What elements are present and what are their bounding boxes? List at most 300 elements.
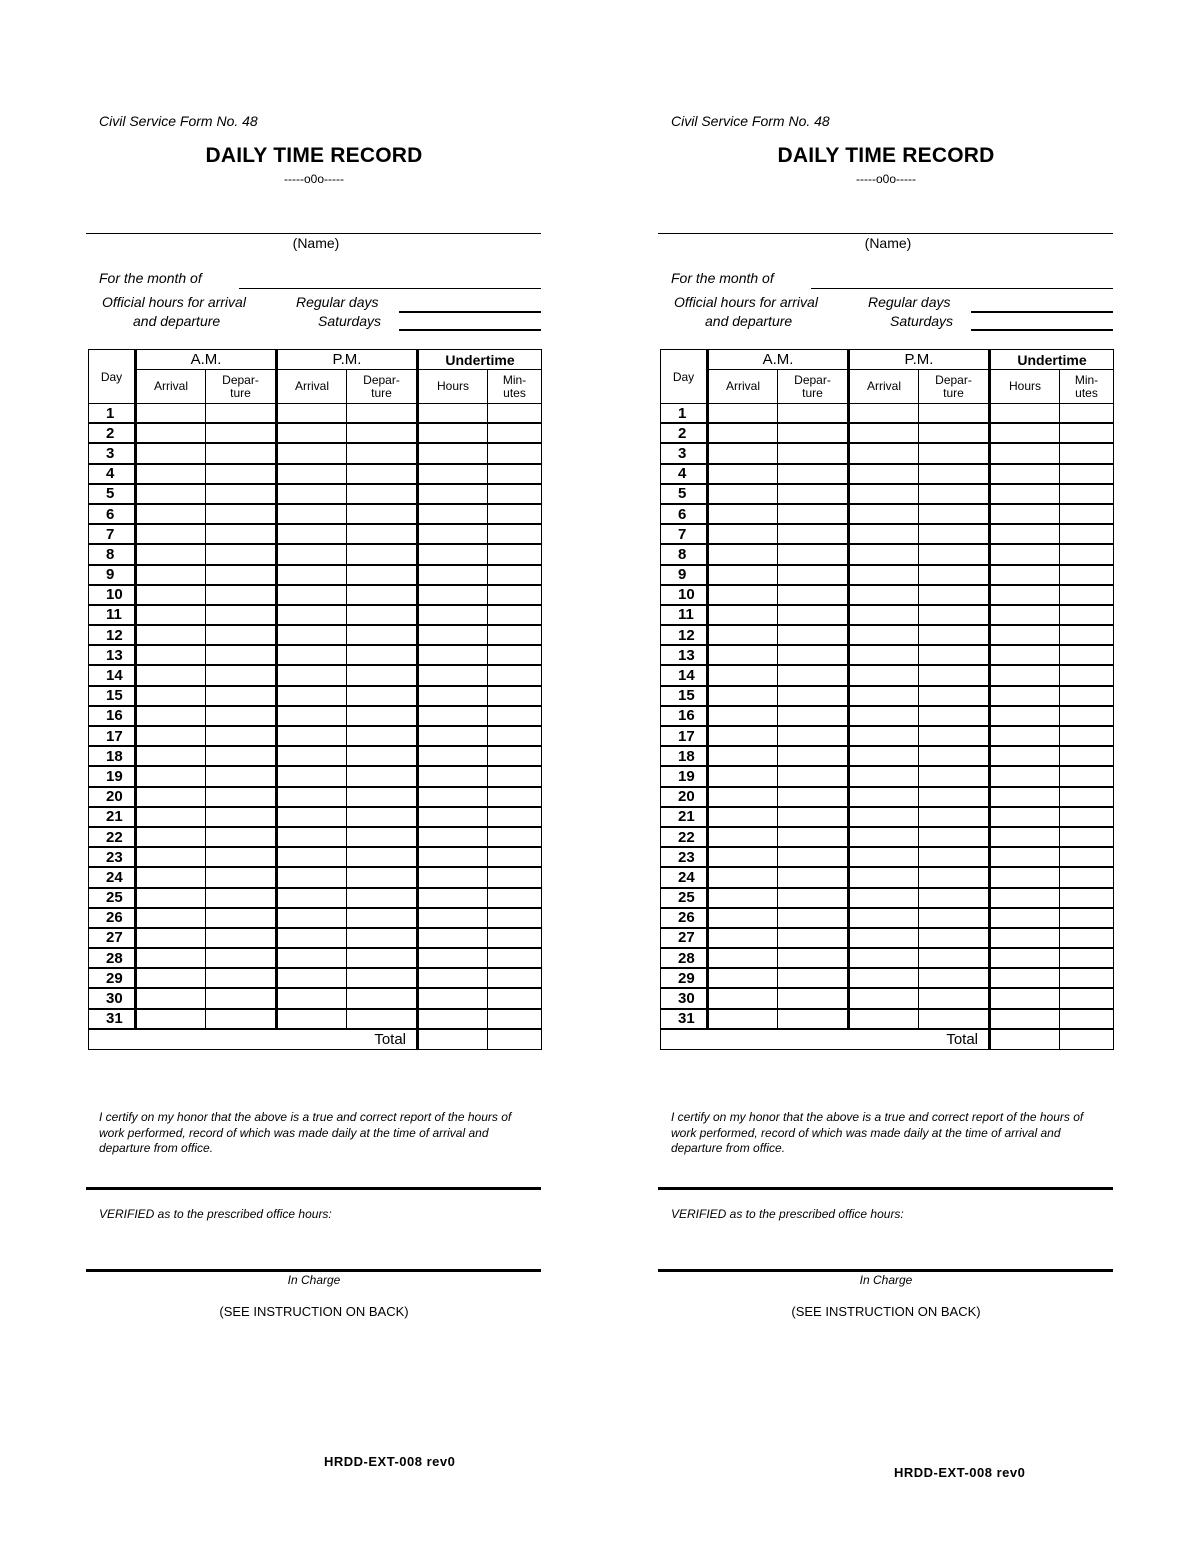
undertime-hours-cell[interactable] (418, 928, 488, 948)
pm-departure-cell[interactable] (919, 988, 990, 1008)
pm-departure-cell[interactable] (347, 605, 418, 625)
undertime-hours-cell[interactable] (418, 484, 488, 504)
am-departure-cell[interactable] (778, 807, 849, 827)
am-arrival-cell[interactable] (708, 706, 778, 726)
pm-departure-cell[interactable] (347, 928, 418, 948)
undertime-hours-cell[interactable] (990, 726, 1060, 746)
pm-departure-cell[interactable] (347, 524, 418, 544)
undertime-minutes-cell[interactable] (1060, 686, 1114, 706)
undertime-hours-cell[interactable] (990, 605, 1060, 625)
undertime-hours-cell[interactable] (418, 585, 488, 605)
undertime-minutes-cell[interactable] (488, 504, 542, 524)
undertime-hours-cell[interactable] (990, 968, 1060, 988)
am-departure-cell[interactable] (206, 968, 277, 988)
undertime-hours-cell[interactable] (990, 746, 1060, 766)
undertime-hours-cell[interactable] (990, 423, 1060, 443)
pm-departure-cell[interactable] (347, 423, 418, 443)
undertime-hours-cell[interactable] (990, 847, 1060, 867)
undertime-hours-cell[interactable] (418, 827, 488, 847)
undertime-minutes-cell[interactable] (1060, 565, 1114, 585)
am-arrival-cell[interactable] (708, 423, 778, 443)
undertime-minutes-cell[interactable] (1060, 968, 1114, 988)
undertime-minutes-cell[interactable] (1060, 625, 1114, 645)
undertime-hours-cell[interactable] (418, 404, 488, 424)
pm-arrival-cell[interactable] (849, 908, 919, 928)
am-arrival-cell[interactable] (136, 888, 206, 908)
am-arrival-cell[interactable] (708, 464, 778, 484)
pm-departure-cell[interactable] (919, 484, 990, 504)
undertime-hours-cell[interactable] (990, 948, 1060, 968)
undertime-minutes-cell[interactable] (488, 968, 542, 988)
pm-arrival-cell[interactable] (277, 645, 347, 665)
am-arrival-cell[interactable] (136, 867, 206, 887)
am-departure-cell[interactable] (206, 988, 277, 1008)
undertime-minutes-cell[interactable] (488, 484, 542, 504)
am-arrival-cell[interactable] (708, 948, 778, 968)
pm-arrival-cell[interactable] (277, 686, 347, 706)
undertime-hours-cell[interactable] (990, 988, 1060, 1008)
am-departure-cell[interactable] (778, 504, 849, 524)
am-arrival-cell[interactable] (708, 1009, 778, 1029)
undertime-minutes-cell[interactable] (488, 726, 542, 746)
pm-arrival-cell[interactable] (849, 968, 919, 988)
undertime-hours-cell[interactable] (418, 787, 488, 807)
am-departure-cell[interactable] (206, 867, 277, 887)
undertime-hours-cell[interactable] (418, 847, 488, 867)
pm-departure-cell[interactable] (919, 766, 990, 786)
am-arrival-cell[interactable] (708, 746, 778, 766)
undertime-minutes-cell[interactable] (1060, 787, 1114, 807)
pm-arrival-cell[interactable] (849, 544, 919, 564)
am-arrival-cell[interactable] (136, 928, 206, 948)
am-departure-cell[interactable] (206, 948, 277, 968)
undertime-minutes-cell[interactable] (1060, 847, 1114, 867)
am-arrival-cell[interactable] (136, 988, 206, 1008)
undertime-minutes-cell[interactable] (488, 544, 542, 564)
am-departure-cell[interactable] (778, 847, 849, 867)
am-departure-cell[interactable] (206, 908, 277, 928)
undertime-minutes-cell[interactable] (1060, 645, 1114, 665)
pm-departure-cell[interactable] (347, 404, 418, 424)
am-arrival-cell[interactable] (708, 766, 778, 786)
undertime-minutes-cell[interactable] (488, 847, 542, 867)
am-departure-cell[interactable] (778, 585, 849, 605)
am-departure-cell[interactable] (206, 1009, 277, 1029)
pm-arrival-cell[interactable] (849, 565, 919, 585)
undertime-hours-cell[interactable] (418, 423, 488, 443)
undertime-hours-cell[interactable] (418, 888, 488, 908)
undertime-minutes-cell[interactable] (1060, 746, 1114, 766)
pm-departure-cell[interactable] (347, 888, 418, 908)
am-arrival-cell[interactable] (708, 807, 778, 827)
undertime-minutes-cell[interactable] (488, 585, 542, 605)
undertime-minutes-cell[interactable] (1060, 726, 1114, 746)
pm-departure-cell[interactable] (919, 908, 990, 928)
undertime-hours-cell[interactable] (990, 524, 1060, 544)
pm-arrival-cell[interactable] (277, 565, 347, 585)
undertime-hours-cell[interactable] (418, 443, 488, 463)
am-arrival-cell[interactable] (708, 847, 778, 867)
am-departure-cell[interactable] (778, 867, 849, 887)
undertime-hours-cell[interactable] (418, 968, 488, 988)
am-arrival-cell[interactable] (708, 504, 778, 524)
in-charge-signature-line[interactable] (86, 1269, 541, 1272)
am-arrival-cell[interactable] (136, 948, 206, 968)
undertime-minutes-cell[interactable] (488, 928, 542, 948)
pm-departure-cell[interactable] (347, 988, 418, 1008)
undertime-minutes-cell[interactable] (488, 605, 542, 625)
pm-arrival-cell[interactable] (277, 928, 347, 948)
undertime-hours-cell[interactable] (990, 645, 1060, 665)
am-arrival-cell[interactable] (136, 827, 206, 847)
pm-departure-cell[interactable] (919, 867, 990, 887)
am-departure-cell[interactable] (778, 544, 849, 564)
pm-arrival-cell[interactable] (277, 787, 347, 807)
am-departure-cell[interactable] (778, 888, 849, 908)
undertime-minutes-cell[interactable] (1060, 888, 1114, 908)
pm-arrival-cell[interactable] (277, 423, 347, 443)
pm-arrival-cell[interactable] (849, 746, 919, 766)
regular-days-field[interactable] (971, 311, 1113, 313)
am-arrival-cell[interactable] (136, 686, 206, 706)
undertime-hours-cell[interactable] (418, 706, 488, 726)
pm-arrival-cell[interactable] (849, 726, 919, 746)
undertime-minutes-cell[interactable] (488, 807, 542, 827)
am-departure-cell[interactable] (778, 1009, 849, 1029)
undertime-minutes-cell[interactable] (1060, 1009, 1114, 1029)
undertime-minutes-cell[interactable] (488, 988, 542, 1008)
total-hours-cell[interactable] (418, 1029, 488, 1050)
am-departure-cell[interactable] (778, 968, 849, 988)
undertime-hours-cell[interactable] (990, 544, 1060, 564)
undertime-minutes-cell[interactable] (488, 766, 542, 786)
pm-departure-cell[interactable] (347, 484, 418, 504)
undertime-hours-cell[interactable] (990, 908, 1060, 928)
am-departure-cell[interactable] (778, 605, 849, 625)
undertime-minutes-cell[interactable] (1060, 484, 1114, 504)
am-departure-cell[interactable] (206, 787, 277, 807)
pm-departure-cell[interactable] (347, 665, 418, 685)
am-departure-cell[interactable] (778, 787, 849, 807)
am-arrival-cell[interactable] (708, 827, 778, 847)
am-departure-cell[interactable] (206, 746, 277, 766)
am-departure-cell[interactable] (206, 585, 277, 605)
am-departure-cell[interactable] (206, 665, 277, 685)
pm-arrival-cell[interactable] (849, 605, 919, 625)
pm-arrival-cell[interactable] (277, 827, 347, 847)
undertime-minutes-cell[interactable] (1060, 706, 1114, 726)
undertime-minutes-cell[interactable] (488, 464, 542, 484)
pm-arrival-cell[interactable] (849, 1009, 919, 1029)
pm-arrival-cell[interactable] (277, 585, 347, 605)
undertime-minutes-cell[interactable] (1060, 504, 1114, 524)
am-departure-cell[interactable] (778, 625, 849, 645)
am-arrival-cell[interactable] (708, 625, 778, 645)
undertime-hours-cell[interactable] (990, 827, 1060, 847)
undertime-minutes-cell[interactable] (488, 787, 542, 807)
undertime-hours-cell[interactable] (418, 645, 488, 665)
pm-departure-cell[interactable] (919, 726, 990, 746)
am-departure-cell[interactable] (778, 404, 849, 424)
undertime-minutes-cell[interactable] (488, 686, 542, 706)
undertime-hours-cell[interactable] (418, 464, 488, 484)
pm-arrival-cell[interactable] (849, 928, 919, 948)
am-departure-cell[interactable] (778, 645, 849, 665)
undertime-hours-cell[interactable] (990, 665, 1060, 685)
pm-arrival-cell[interactable] (849, 766, 919, 786)
pm-departure-cell[interactable] (347, 443, 418, 463)
pm-arrival-cell[interactable] (277, 605, 347, 625)
pm-departure-cell[interactable] (919, 404, 990, 424)
am-arrival-cell[interactable] (136, 847, 206, 867)
undertime-hours-cell[interactable] (990, 565, 1060, 585)
am-arrival-cell[interactable] (136, 665, 206, 685)
am-arrival-cell[interactable] (708, 404, 778, 424)
month-field[interactable] (239, 288, 541, 289)
pm-arrival-cell[interactable] (849, 867, 919, 887)
am-arrival-cell[interactable] (136, 908, 206, 928)
pm-arrival-cell[interactable] (849, 423, 919, 443)
pm-departure-cell[interactable] (347, 968, 418, 988)
pm-departure-cell[interactable] (347, 807, 418, 827)
pm-arrival-cell[interactable] (849, 645, 919, 665)
pm-departure-cell[interactable] (347, 645, 418, 665)
am-departure-cell[interactable] (206, 464, 277, 484)
pm-arrival-cell[interactable] (849, 504, 919, 524)
name-field[interactable] (658, 233, 1113, 234)
pm-departure-cell[interactable] (919, 524, 990, 544)
am-departure-cell[interactable] (778, 484, 849, 504)
name-field[interactable] (86, 233, 541, 234)
pm-arrival-cell[interactable] (277, 404, 347, 424)
pm-departure-cell[interactable] (919, 665, 990, 685)
pm-departure-cell[interactable] (919, 605, 990, 625)
undertime-minutes-cell[interactable] (1060, 948, 1114, 968)
am-departure-cell[interactable] (206, 766, 277, 786)
am-departure-cell[interactable] (206, 423, 277, 443)
am-departure-cell[interactable] (206, 928, 277, 948)
am-departure-cell[interactable] (206, 686, 277, 706)
am-departure-cell[interactable] (206, 404, 277, 424)
undertime-minutes-cell[interactable] (488, 746, 542, 766)
undertime-hours-cell[interactable] (418, 544, 488, 564)
undertime-hours-cell[interactable] (990, 928, 1060, 948)
pm-departure-cell[interactable] (919, 888, 990, 908)
am-departure-cell[interactable] (778, 686, 849, 706)
am-arrival-cell[interactable] (708, 524, 778, 544)
pm-arrival-cell[interactable] (277, 665, 347, 685)
am-departure-cell[interactable] (206, 888, 277, 908)
am-arrival-cell[interactable] (136, 706, 206, 726)
am-departure-cell[interactable] (778, 443, 849, 463)
undertime-minutes-cell[interactable] (488, 867, 542, 887)
undertime-hours-cell[interactable] (990, 504, 1060, 524)
undertime-hours-cell[interactable] (990, 1009, 1060, 1029)
pm-arrival-cell[interactable] (277, 1009, 347, 1029)
pm-arrival-cell[interactable] (277, 948, 347, 968)
am-arrival-cell[interactable] (708, 484, 778, 504)
pm-departure-cell[interactable] (347, 504, 418, 524)
pm-departure-cell[interactable] (919, 504, 990, 524)
am-departure-cell[interactable] (206, 827, 277, 847)
am-departure-cell[interactable] (778, 524, 849, 544)
pm-arrival-cell[interactable] (277, 988, 347, 1008)
am-arrival-cell[interactable] (136, 1009, 206, 1029)
pm-departure-cell[interactable] (919, 968, 990, 988)
undertime-hours-cell[interactable] (990, 787, 1060, 807)
am-arrival-cell[interactable] (136, 565, 206, 585)
undertime-minutes-cell[interactable] (1060, 605, 1114, 625)
employee-signature-line[interactable] (86, 1187, 541, 1190)
undertime-minutes-cell[interactable] (1060, 867, 1114, 887)
pm-departure-cell[interactable] (347, 948, 418, 968)
am-departure-cell[interactable] (778, 464, 849, 484)
am-departure-cell[interactable] (778, 948, 849, 968)
pm-arrival-cell[interactable] (849, 988, 919, 1008)
undertime-minutes-cell[interactable] (488, 565, 542, 585)
am-arrival-cell[interactable] (136, 504, 206, 524)
am-arrival-cell[interactable] (708, 565, 778, 585)
undertime-minutes-cell[interactable] (1060, 928, 1114, 948)
undertime-minutes-cell[interactable] (1060, 404, 1114, 424)
pm-arrival-cell[interactable] (277, 726, 347, 746)
undertime-hours-cell[interactable] (418, 524, 488, 544)
pm-departure-cell[interactable] (347, 827, 418, 847)
regular-days-field[interactable] (399, 311, 541, 313)
total-hours-cell[interactable] (990, 1029, 1060, 1050)
pm-departure-cell[interactable] (919, 565, 990, 585)
undertime-minutes-cell[interactable] (488, 827, 542, 847)
pm-arrival-cell[interactable] (849, 443, 919, 463)
am-arrival-cell[interactable] (136, 464, 206, 484)
am-departure-cell[interactable] (206, 847, 277, 867)
pm-arrival-cell[interactable] (277, 544, 347, 564)
undertime-hours-cell[interactable] (990, 888, 1060, 908)
saturdays-field[interactable] (399, 329, 541, 331)
undertime-hours-cell[interactable] (418, 988, 488, 1008)
undertime-hours-cell[interactable] (418, 1009, 488, 1029)
undertime-minutes-cell[interactable] (1060, 827, 1114, 847)
undertime-hours-cell[interactable] (990, 464, 1060, 484)
undertime-minutes-cell[interactable] (488, 423, 542, 443)
pm-arrival-cell[interactable] (277, 867, 347, 887)
undertime-minutes-cell[interactable] (488, 625, 542, 645)
pm-departure-cell[interactable] (919, 847, 990, 867)
pm-departure-cell[interactable] (919, 706, 990, 726)
saturdays-field[interactable] (971, 329, 1113, 331)
undertime-hours-cell[interactable] (990, 404, 1060, 424)
am-arrival-cell[interactable] (708, 544, 778, 564)
undertime-minutes-cell[interactable] (488, 888, 542, 908)
am-departure-cell[interactable] (206, 565, 277, 585)
pm-arrival-cell[interactable] (849, 807, 919, 827)
pm-arrival-cell[interactable] (277, 908, 347, 928)
total-minutes-cell[interactable] (1060, 1029, 1114, 1050)
pm-arrival-cell[interactable] (849, 484, 919, 504)
undertime-minutes-cell[interactable] (488, 908, 542, 928)
pm-departure-cell[interactable] (347, 625, 418, 645)
pm-departure-cell[interactable] (919, 746, 990, 766)
undertime-hours-cell[interactable] (418, 908, 488, 928)
undertime-hours-cell[interactable] (418, 686, 488, 706)
pm-arrival-cell[interactable] (277, 625, 347, 645)
am-arrival-cell[interactable] (136, 645, 206, 665)
pm-arrival-cell[interactable] (849, 585, 919, 605)
pm-departure-cell[interactable] (919, 645, 990, 665)
am-departure-cell[interactable] (778, 908, 849, 928)
undertime-hours-cell[interactable] (418, 565, 488, 585)
undertime-hours-cell[interactable] (418, 807, 488, 827)
undertime-hours-cell[interactable] (990, 443, 1060, 463)
total-minutes-cell[interactable] (488, 1029, 542, 1050)
am-departure-cell[interactable] (206, 706, 277, 726)
am-departure-cell[interactable] (778, 746, 849, 766)
pm-arrival-cell[interactable] (849, 686, 919, 706)
am-departure-cell[interactable] (778, 827, 849, 847)
undertime-hours-cell[interactable] (990, 484, 1060, 504)
pm-departure-cell[interactable] (919, 686, 990, 706)
am-arrival-cell[interactable] (708, 605, 778, 625)
undertime-minutes-cell[interactable] (488, 645, 542, 665)
am-arrival-cell[interactable] (708, 665, 778, 685)
undertime-minutes-cell[interactable] (488, 524, 542, 544)
am-arrival-cell[interactable] (136, 544, 206, 564)
am-departure-cell[interactable] (778, 766, 849, 786)
undertime-minutes-cell[interactable] (488, 1009, 542, 1029)
pm-arrival-cell[interactable] (849, 404, 919, 424)
pm-departure-cell[interactable] (919, 1009, 990, 1029)
am-arrival-cell[interactable] (708, 888, 778, 908)
pm-departure-cell[interactable] (919, 625, 990, 645)
pm-departure-cell[interactable] (347, 746, 418, 766)
am-arrival-cell[interactable] (708, 908, 778, 928)
am-departure-cell[interactable] (206, 807, 277, 827)
undertime-minutes-cell[interactable] (1060, 443, 1114, 463)
pm-departure-cell[interactable] (347, 908, 418, 928)
am-departure-cell[interactable] (206, 524, 277, 544)
am-arrival-cell[interactable] (708, 585, 778, 605)
am-arrival-cell[interactable] (708, 787, 778, 807)
am-arrival-cell[interactable] (708, 686, 778, 706)
am-departure-cell[interactable] (206, 645, 277, 665)
am-departure-cell[interactable] (778, 928, 849, 948)
am-departure-cell[interactable] (778, 565, 849, 585)
am-arrival-cell[interactable] (708, 645, 778, 665)
pm-arrival-cell[interactable] (277, 968, 347, 988)
pm-departure-cell[interactable] (919, 585, 990, 605)
undertime-hours-cell[interactable] (990, 625, 1060, 645)
am-arrival-cell[interactable] (136, 484, 206, 504)
undertime-minutes-cell[interactable] (488, 665, 542, 685)
am-departure-cell[interactable] (778, 706, 849, 726)
undertime-hours-cell[interactable] (418, 726, 488, 746)
am-departure-cell[interactable] (778, 423, 849, 443)
pm-arrival-cell[interactable] (277, 464, 347, 484)
pm-departure-cell[interactable] (919, 827, 990, 847)
pm-departure-cell[interactable] (347, 565, 418, 585)
undertime-hours-cell[interactable] (990, 807, 1060, 827)
pm-departure-cell[interactable] (919, 464, 990, 484)
am-departure-cell[interactable] (206, 443, 277, 463)
am-arrival-cell[interactable] (708, 968, 778, 988)
am-arrival-cell[interactable] (708, 726, 778, 746)
am-arrival-cell[interactable] (708, 867, 778, 887)
undertime-minutes-cell[interactable] (1060, 544, 1114, 564)
pm-arrival-cell[interactable] (849, 847, 919, 867)
am-arrival-cell[interactable] (136, 524, 206, 544)
undertime-minutes-cell[interactable] (488, 404, 542, 424)
am-arrival-cell[interactable] (136, 585, 206, 605)
